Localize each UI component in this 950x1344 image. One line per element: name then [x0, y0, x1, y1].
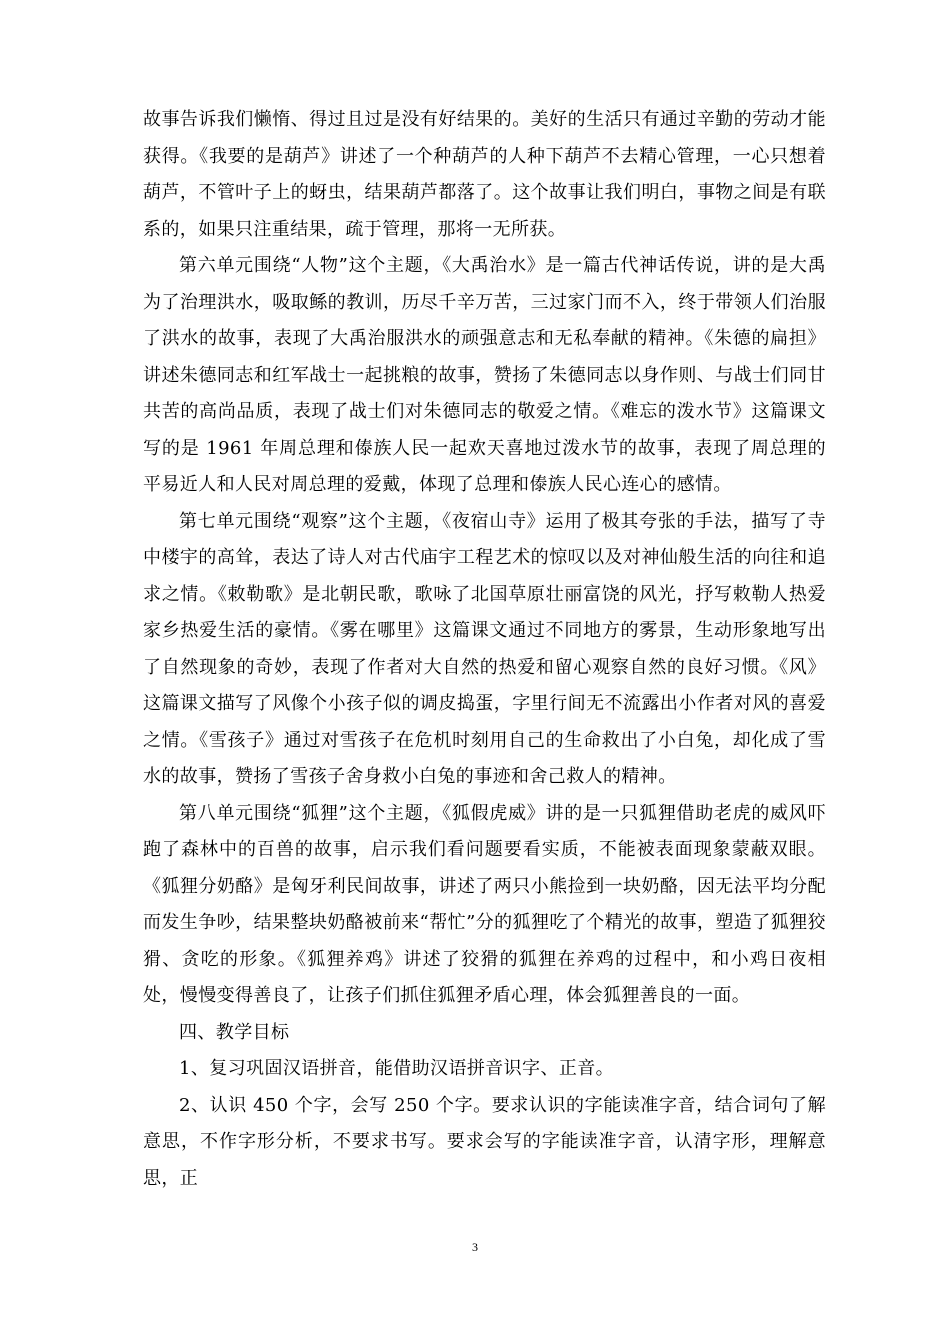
document-body — [143, 102, 826, 1197]
goal-item-1: 1、复习巩固汉语拼音，能借助汉语拼音识字、正音。 — [179, 1058, 615, 1079]
paragraph-unit-8: 第八单元围绕“狐狸”这个主题，《狐假虎威》讲的是一只狐狸借助老虎的威风吓跑了森林中的百兽的故事，启示我们看问题要看实质，不能被表面现象蒙蔽双眼。《狐狸分奶酪》是匈牙利民间故事，讲述了两只小熊捡到一块奶酪，因无法平均分配而发生争吵，结果整块奶酪被前来“帮忙”分的狐狸吃了个精光的故事，塑造了狐狸狡猾、贪吃的形象。《狐狸养鸡》讲述了狡猾的狐狸在养鸡的过程中，和小鸡日夜相处，慢慢变得善良了，让孩子们抓住狐狸矛盾心理，体会狐狸善良的一面。 — [143, 802, 826, 1006]
page-number: 3 — [472, 1240, 478, 1254]
section-heading-teaching-goals: 四、教学目标 — [179, 1021, 290, 1043]
paragraph-unit-6: 第六单元围绕“人物”这个主题，《大禹治水》是一篇古代神话传说，讲的是大禹为了治理洪水，吸取鲧的教训，历尽千辛万苦，三过家门而不入，终于带领人们治服了洪水的故事，表现了大禹治服洪水的顽强意志和无私奉献的精神。《朱德的扁担》讲述朱德同志和红军战士一起挑粮的故事，赞扬了朱德同志以身作则、与战士们同甘共苦的高尚品质，表现了战士们对朱德同志的敬爱之情。《难忘的泼水节》这篇课文写的是 1961 年周总理和傣族人民一起欢天喜地过泼水节的故事，表现了周总理的平易近人和人民对周总理的爱戴，体现了总理和傣族人民心连心的感情。 — [143, 255, 826, 495]
paragraph-1: 故事告诉我们懒惰、得过且过是没有好结果的。美好的生活只有通过辛勤的劳动才能获得。《我要的是葫芦》讲述了一个种葫芦的人种下葫芦不去精心管理，一心只想着葫芦，不管叶子上的蚜虫，结果葫芦都落了。这个故事让我们明白，事物之间是有联系的，如果只注重结果，疏于管理，那将一无所获。 — [143, 109, 826, 240]
goal-item-2: 2、认识 450 个字，会写 250 个字。要求认识的字能读准字音，结合词句了解意思，不作字形分析，不要求书写。要求会写的字能读准字音，认清字形，理解意思，正 — [143, 1094, 826, 1189]
paragraph-unit-7: 第七单元围绕“观察”这个主题，《夜宿山寺》运用了极其夸张的手法，描写了寺中楼宇的高耸，表达了诗人对古代庙宇工程艺术的惊叹以及对神仙般生活的向往和追求之情。《敕勒歌》是北朝民歌，歌咏了北国草原壮丽富饶的风光，抒写敕勒人热爱家乡热爱生活的豪情。《雾在哪里》这篇课文通过不同地方的雾景，生动形象地写出了自然现象的奇妙，表现了作者对大自然的热爱和留心观察自然的良好习惯。《风》这篇课文描写了风像个小孩子似的调皮捣蛋，字里行间无不流露出小作者对风的喜爱之情。《雪孩子》通过对雪孩子在危机时刻用自己的生命救出了小白兔，却化成了雪水的故事，赞扬了雪孩子舍身救小白兔的事迹和舍己救人的精神。 — [143, 510, 826, 787]
